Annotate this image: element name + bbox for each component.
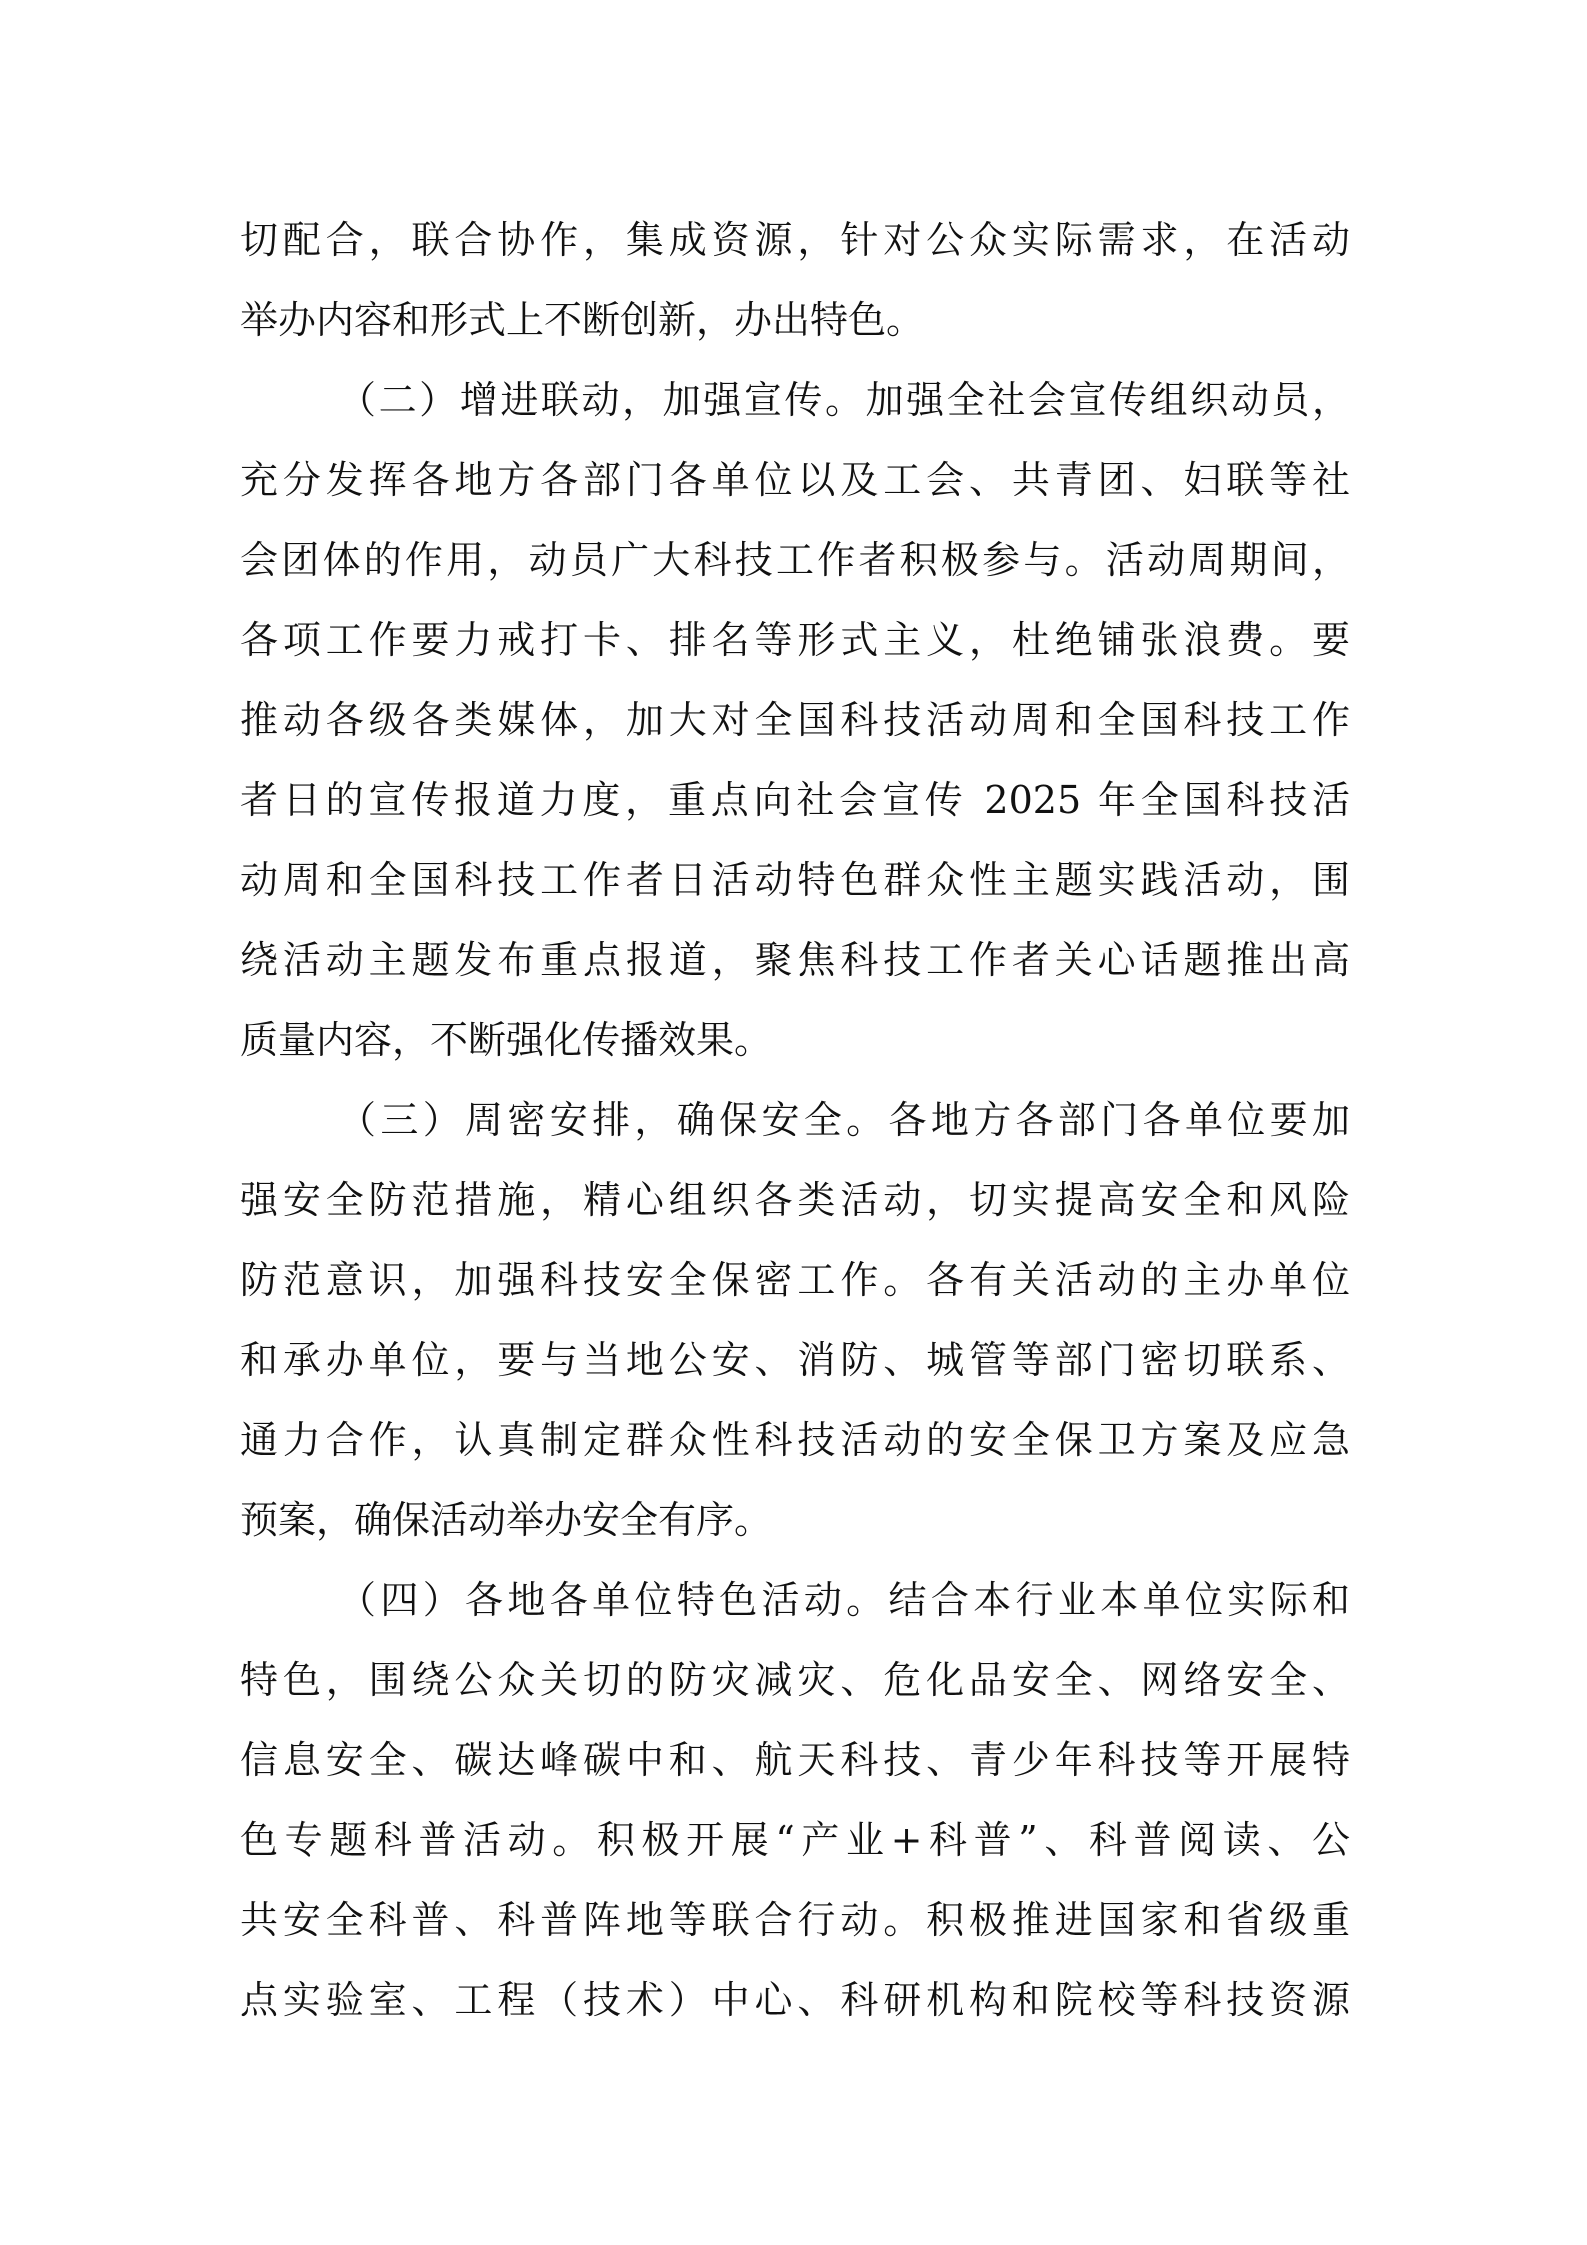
paragraph-line: 举办内容和形式上不断创新，办出特色。 [240, 298, 925, 342]
paragraph-line: 色专题科普活动。积极开展“产业+科普”、科普阅读、公 [240, 1818, 1350, 1862]
paragraph-line: 绕活动主题发布重点报道，聚焦科技工作者关心话题推出高 [240, 938, 1350, 982]
document-body [240, 200, 1350, 2040]
paragraph-line: 充分发挥各地方各部门各单位以及工会、共青团、妇联等社 [240, 458, 1350, 502]
paragraph-line: 防范意识，加强科技安全保密工作。各有关活动的主办单位 [240, 1258, 1350, 1302]
paragraph-line: 推动各级各类媒体，加大对全国科技活动周和全国科技工作 [240, 698, 1350, 742]
paragraph-line: 共安全科普、科普阵地等联合行动。积极推进国家和省级重 [240, 1898, 1350, 1942]
paragraph-line: 特色，围绕公众关切的防灾减灾、危化品安全、网络安全、 [240, 1658, 1350, 1702]
paragraph-line: 通力合作，认真制定群众性科技活动的安全保卫方案及应急 [240, 1418, 1350, 1462]
paragraph-line: 各项工作要力戒打卡、排名等形式主义，杜绝铺张浪费。要 [240, 618, 1350, 662]
paragraph-line: 信息安全、碳达峰碳中和、航天科技、青少年科技等开展特 [240, 1738, 1350, 1782]
paragraph-line: 点实验室、工程（技术）中心、科研机构和院校等科技资源 [240, 1978, 1350, 2022]
paragraph-line: 预案，确保活动举办安全有序。 [240, 1498, 773, 1542]
paragraph-line: 质量内容，不断强化传播效果。 [240, 1018, 773, 1062]
paragraph-line: 和承办单位，要与当地公安、消防、城管等部门密切联系、 [240, 1338, 1350, 1382]
paragraph-line: 者日的宣传报道力度，重点向社会宣传 2025 年全国科技活 [240, 778, 1350, 822]
paragraph-line: 会团体的作用，动员广大科技工作者积极参与。活动周期间， [240, 538, 1350, 582]
section-heading-line: （三）周密安排，确保安全。各地方各部门各单位要加 [338, 1098, 1350, 1142]
section-heading-line: （二）增进联动，加强宣传。加强全社会宣传组织动员， [338, 378, 1350, 422]
paragraph-line: 切配合，联合协作，集成资源，针对公众实际需求，在活动 [240, 218, 1350, 262]
paragraph-line: 强安全防范措施，精心组织各类活动，切实提高安全和风险 [240, 1178, 1350, 1222]
paragraph-line: 动周和全国科技工作者日活动特色群众性主题实践活动，围 [240, 858, 1350, 902]
section-heading-line: （四）各地各单位特色活动。结合本行业本单位实际和 [338, 1578, 1350, 1622]
